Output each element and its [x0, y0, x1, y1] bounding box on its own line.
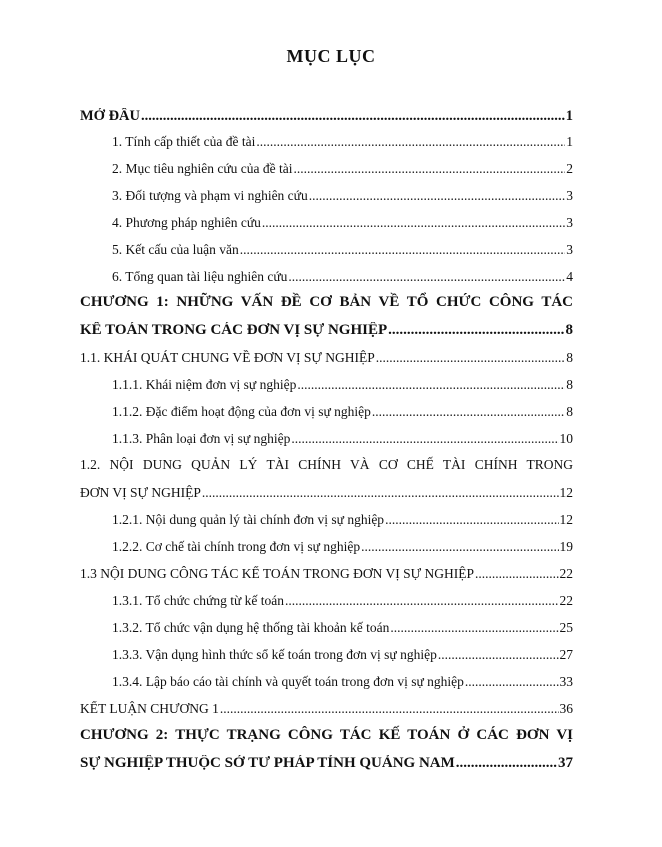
toc-page-number: 25	[559, 620, 573, 635]
toc-entry-label: ĐƠN VỊ SỰ NGHIỆP	[80, 485, 201, 500]
toc-chapter-entry[interactable]	[80, 322, 573, 339]
toc-entry-label: 1. Tính cấp thiết của đề tài	[112, 134, 256, 149]
toc-entry-label: 1.3.1. Tổ chức chứng từ kế toán	[112, 593, 285, 608]
toc-entry[interactable]	[112, 647, 573, 663]
toc-entry-label: 3. Đối tượng và phạm vi nghiên cứu	[112, 188, 308, 203]
toc-entry-label: KẾT LUẬN CHƯƠNG 1	[80, 701, 219, 716]
toc-page-number: 22	[559, 593, 573, 608]
toc-entry[interactable]	[112, 404, 573, 420]
toc-entry-label: 1.3.3. Vận dụng hình thức sổ kế toán trong đơn vị sự nghiệp	[112, 647, 437, 662]
toc-page-number: 2	[566, 161, 573, 176]
toc-entry[interactable]	[112, 539, 573, 555]
toc-entry-label: KẾ TOÁN TRONG CÁC ĐƠN VỊ SỰ NGHIỆP	[80, 322, 388, 338]
toc-leader-dots	[372, 404, 565, 420]
toc-page-number: 1	[566, 134, 573, 149]
toc-page-number: 37	[558, 755, 573, 771]
toc-entry-label: 1.2.2. Cơ chế tài chính trong đơn vị sự nghiệp	[112, 539, 361, 554]
toc-page-number: 3	[566, 242, 573, 257]
toc-entry[interactable]	[112, 431, 573, 447]
toc-leader-dots	[475, 566, 559, 582]
toc-entry-label: 1.2.1. Nội dung quản lý tài chính đơn vị sự nghiệp	[112, 512, 385, 527]
toc-section-entry[interactable]	[80, 566, 573, 582]
toc-chapter-entry[interactable]	[80, 755, 573, 772]
toc-entry[interactable]	[112, 377, 573, 393]
toc-leader-dots	[285, 593, 558, 609]
toc-entry[interactable]	[112, 188, 573, 204]
toc-page-number: 8	[566, 404, 573, 419]
toc-leader-dots	[141, 108, 565, 125]
toc-entry[interactable]	[112, 593, 573, 609]
toc-entry[interactable]	[112, 134, 573, 150]
toc-page-number: 27	[559, 647, 573, 662]
toc-page-number: 33	[559, 674, 573, 689]
toc-entry[interactable]	[112, 269, 573, 285]
toc-entry[interactable]	[112, 242, 573, 258]
toc-leader-dots	[390, 620, 558, 636]
toc-entry-label: 1.1. KHÁI QUÁT CHUNG VỀ ĐƠN VỊ SỰ NGHIỆP	[80, 350, 375, 365]
toc-chapter-heading-line[interactable]: CHƯƠNG 2: THỰC TRẠNG CÔNG TÁC KẾ TOÁN Ở CÁC ĐƠN VỊ	[80, 727, 573, 743]
toc-section-entry[interactable]	[80, 350, 573, 366]
toc-leader-dots	[361, 539, 558, 555]
toc-page-number: 3	[566, 188, 573, 203]
toc-leader-dots	[385, 512, 558, 528]
toc-page-number: 1	[565, 108, 573, 124]
toc-section-entry[interactable]	[80, 485, 573, 501]
toc-entry-intro[interactable]	[80, 108, 573, 125]
toc-page-number: 36	[559, 701, 573, 716]
toc-leader-dots	[240, 242, 566, 258]
toc-entry-label: 1.1.1. Khái niệm đơn vị sự nghiệp	[112, 377, 297, 392]
toc-entry-label: 1.3.2. Tổ chức vận dụng hệ thống tài khoản kế toán	[112, 620, 390, 635]
toc-entry[interactable]	[112, 215, 573, 231]
toc-leader-dots	[256, 134, 565, 150]
toc-leader-dots	[288, 269, 565, 285]
toc-entry-label: 1.1.3. Phân loại đơn vị sự nghiệp	[112, 431, 291, 446]
toc-leader-dots	[309, 188, 566, 204]
toc-page-number: 4	[566, 269, 573, 284]
toc-leader-dots	[438, 647, 559, 663]
toc-leader-dots	[465, 674, 559, 690]
toc-entry-label: 1.3 NỘI DUNG CÔNG TÁC KẾ TOÁN TRONG ĐƠN VỊ SỰ NGHIỆP	[80, 566, 474, 581]
toc-leader-dots	[297, 377, 565, 393]
page-title: MỤC LỤC	[286, 46, 376, 66]
toc-leader-dots	[456, 755, 557, 772]
toc-leader-dots	[262, 215, 565, 231]
toc-page-number: 10	[559, 431, 573, 446]
toc-page-number: 19	[559, 539, 573, 554]
toc-section-heading-line[interactable]: 1.2. NỘI DUNG QUẢN LÝ TÀI CHÍNH VÀ CƠ CHẾ TÀI CHÍNH TRONG	[80, 457, 573, 472]
toc-page-number: 12	[559, 512, 573, 527]
toc-page-number: 12	[559, 485, 573, 500]
toc-page-number: 8	[566, 350, 573, 365]
toc-leader-dots	[220, 701, 559, 717]
toc-entry[interactable]	[112, 674, 573, 690]
toc-page-number: 22	[559, 566, 573, 581]
toc-entry-label: MỞ ĐẦU	[80, 108, 141, 124]
toc-leader-dots	[376, 350, 566, 366]
toc-chapter-heading-line[interactable]: CHƯƠNG 1: NHỮNG VẤN ĐỀ CƠ BẢN VỀ TỔ CHỨC CÔNG TÁC	[80, 294, 573, 310]
toc-leader-dots	[294, 161, 566, 177]
toc-entry[interactable]	[112, 512, 573, 528]
toc-section-entry[interactable]	[80, 701, 573, 717]
toc-leader-dots	[202, 485, 559, 501]
toc-entry-label: 5. Kết cấu của luận văn	[112, 242, 239, 257]
toc-leader-dots	[291, 431, 558, 447]
toc-entry-label: 2. Mục tiêu nghiên cứu của đề tài	[112, 161, 293, 176]
toc-page-number: 8	[566, 377, 573, 392]
toc-entry-label: 4. Phương pháp nghiên cứu	[112, 215, 261, 230]
toc-page-number: 8	[565, 322, 573, 338]
toc-entry[interactable]	[112, 161, 573, 177]
toc-entry-label: SỰ NGHIỆP THUỘC SỞ TƯ PHÁP TỈNH QUẢNG NAM	[80, 755, 455, 771]
toc-entry[interactable]	[112, 620, 573, 636]
toc-entry-label: 6. Tổng quan tài liệu nghiên cứu	[112, 269, 288, 284]
toc-leader-dots	[388, 322, 564, 339]
toc-entry-label: 1.3.4. Lập báo cáo tài chính và quyết toán trong đơn vị sự nghiệp	[112, 674, 464, 689]
toc-entry-label: 1.1.2. Đặc điểm hoạt động của đơn vị sự nghiệp	[112, 404, 371, 419]
toc-page-number: 3	[566, 215, 573, 230]
